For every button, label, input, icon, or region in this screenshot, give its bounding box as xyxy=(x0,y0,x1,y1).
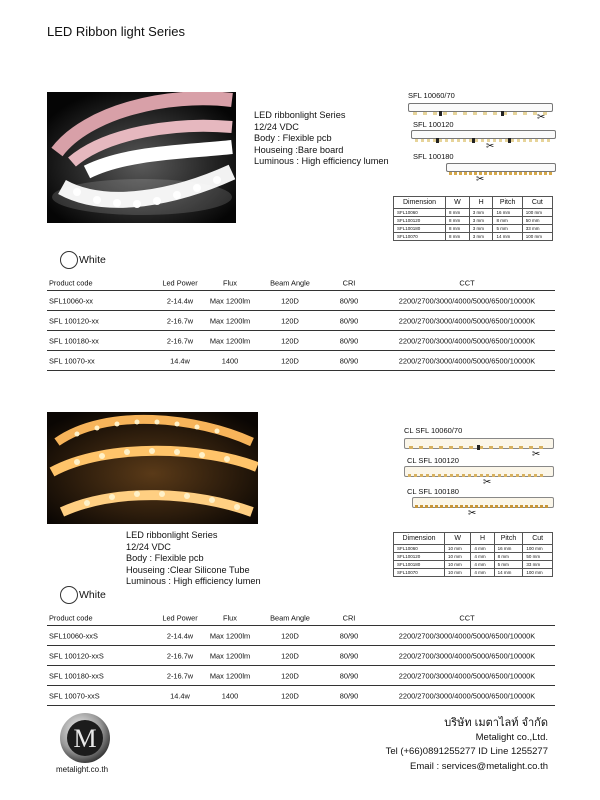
table-header: Beam Angle xyxy=(270,613,310,622)
spec-table xyxy=(47,610,555,706)
table-cell: 14.4w xyxy=(170,356,190,365)
table-cell: 2-16.7w xyxy=(166,671,194,680)
table-cell: 100 mm xyxy=(522,233,552,241)
table-header: CRI xyxy=(342,278,356,287)
table-cell: 50 mm xyxy=(523,553,553,561)
description-line: Luminous : High efficiency lumen xyxy=(126,576,261,586)
product-photo-bare-strip xyxy=(47,92,236,223)
table-row xyxy=(394,545,553,553)
table-cell: 80/90 xyxy=(339,336,359,345)
table-cell: 4 mm xyxy=(471,553,494,561)
table-cell: 10 mm xyxy=(445,569,471,577)
table-row xyxy=(394,569,553,577)
table-cell: 2-16.7w xyxy=(166,316,194,325)
led-strip-diagram xyxy=(412,497,554,508)
strip-label: CL SFL 100120 xyxy=(407,456,459,465)
scissors-icon: ✂ xyxy=(537,112,546,123)
scissors-icon: ✂ xyxy=(468,508,477,519)
table-cell: 16 mm xyxy=(494,545,523,553)
table-cell: SFL10060-xxS xyxy=(49,631,98,640)
table-cell: 8 mm xyxy=(493,217,522,225)
table-header: CRI xyxy=(342,613,356,622)
table-cell: 3 mm xyxy=(469,209,493,217)
white-option-radio[interactable] xyxy=(60,586,78,604)
table-cell: 2200/2700/3000/4000/5000/6500/10000K xyxy=(398,316,536,325)
table-row xyxy=(47,351,555,371)
table-header: H xyxy=(471,533,494,545)
table-cell: 2-14.4w xyxy=(166,296,194,305)
table-cell: SFL10070 xyxy=(394,569,445,577)
table-cell: 4 mm xyxy=(471,561,494,569)
scissors-icon: ✂ xyxy=(476,174,485,185)
table-cell: SFL10060 xyxy=(394,209,446,217)
table-header-row xyxy=(394,533,553,545)
description-line: Luminous : High efficiency lumen xyxy=(254,156,389,166)
dimension-table xyxy=(393,196,553,241)
table-cell: 80/90 xyxy=(339,651,359,660)
table-header: Led Power xyxy=(162,278,198,287)
table-cell: 120D xyxy=(281,336,299,345)
table-row xyxy=(394,209,553,217)
company-name: Metalight co.,Ltd. xyxy=(475,731,548,743)
table-header: Product code xyxy=(49,613,93,622)
table-cell: SFL10060-xx xyxy=(49,296,93,305)
scissors-icon: ✂ xyxy=(532,449,541,460)
strip-label: SFL 100180 xyxy=(413,152,454,161)
table-cell: 1400 xyxy=(221,691,239,700)
table-cell: Max 1200lm xyxy=(209,631,251,640)
table-cell: 120D xyxy=(281,296,299,305)
table-header: Led Power xyxy=(162,613,198,622)
table-cell: 4 mm xyxy=(471,569,494,577)
table-cell: Max 1200lm xyxy=(209,336,251,345)
strip-label: SFL 10060/70 xyxy=(408,91,455,100)
logo-letter: M xyxy=(73,724,97,753)
contact-block xyxy=(386,716,548,774)
scissors-icon: ✂ xyxy=(486,141,495,152)
table-row xyxy=(47,626,555,646)
table-cell: 14 mm xyxy=(494,569,523,577)
table-cell: 2-14.4w xyxy=(166,631,194,640)
table-cell: 120D xyxy=(281,631,299,640)
table-row xyxy=(394,561,553,569)
led-strip-diagram xyxy=(446,163,556,172)
table-header: Cut xyxy=(523,533,553,545)
table-header-row xyxy=(394,197,553,209)
table-header-row xyxy=(47,610,555,626)
phone-line: Tel (+66)0891255277 ID Line 1255277 xyxy=(385,746,548,757)
product-description xyxy=(126,530,261,588)
table-cell: 80/90 xyxy=(339,296,359,305)
strip-label: CL SFL 10060/70 xyxy=(404,426,463,435)
table-header: Dimension xyxy=(394,533,445,545)
description-line: 12/24 VDC xyxy=(254,121,299,132)
table-header: H xyxy=(469,197,493,209)
table-cell: 3 mm xyxy=(469,217,493,225)
table-cell: SFL 100180-xxS xyxy=(49,671,104,680)
table-row xyxy=(47,686,555,706)
table-cell: 2200/2700/3000/4000/5000/6500/10000K xyxy=(398,336,536,345)
table-row xyxy=(47,666,555,686)
table-cell: 5 mm xyxy=(493,225,522,233)
table-cell: SFL 10070-xxS xyxy=(49,691,100,700)
dimension-table xyxy=(393,532,553,577)
table-cell: 50 mm xyxy=(522,217,552,225)
description-line: Houseing :Clear Silicone Tube xyxy=(126,564,250,575)
table-cell: 100 mm xyxy=(522,209,552,217)
table-header: Flux xyxy=(223,278,237,287)
table-header: Flux xyxy=(223,613,237,622)
table-cell: SFL100180 xyxy=(394,225,446,233)
table-cell: 100 mm xyxy=(523,545,553,553)
table-row xyxy=(394,233,553,241)
table-cell: 2200/2700/3000/4000/5000/6500/10000K xyxy=(398,356,536,365)
table-cell: SFL 10070-xx xyxy=(49,356,95,365)
table-cell: 16 mm xyxy=(493,209,522,217)
table-cell: 80/90 xyxy=(339,631,359,640)
page-title: LED Ribbon light Series xyxy=(47,24,186,39)
table-cell: 120D xyxy=(281,356,299,365)
table-cell: 120D xyxy=(281,691,299,700)
table-cell: 8 mm xyxy=(446,217,470,225)
table-header: CCT xyxy=(459,613,475,622)
table-row xyxy=(47,311,555,331)
table-cell: 10 mm xyxy=(445,553,471,561)
table-header: W xyxy=(446,197,470,209)
white-option-radio[interactable] xyxy=(60,251,78,269)
table-cell: SFL10070 xyxy=(394,233,446,241)
table-cell: 10 mm xyxy=(445,545,471,553)
description-line: Body : Flexible pcb xyxy=(126,553,204,563)
scissors-icon: ✂ xyxy=(483,477,492,488)
table-cell: SFL100120 xyxy=(394,217,446,225)
strip-label: SFL 100120 xyxy=(413,120,454,129)
table-cell: 2200/2700/3000/4000/5000/6500/10000K xyxy=(398,671,536,680)
table-cell: 2200/2700/3000/4000/5000/6500/10000K xyxy=(398,691,536,700)
description-line: Body : Flexible pcb xyxy=(254,133,332,143)
table-cell: 8 mm xyxy=(446,233,470,241)
table-cell: 3 mm xyxy=(469,225,493,233)
table-cell: 33 mm xyxy=(523,561,553,569)
table-cell: 14 mm xyxy=(493,233,522,241)
product-photo-silicone-strip xyxy=(47,412,258,524)
table-cell: SFL10060 xyxy=(394,545,445,553)
strip-label: CL SFL 100180 xyxy=(407,487,459,496)
table-row xyxy=(394,553,553,561)
table-cell: 8 mm xyxy=(446,225,470,233)
table-cell: 10 mm xyxy=(445,561,471,569)
table-cell: 2-16.7w xyxy=(166,651,194,660)
table-header-row xyxy=(47,275,555,291)
description-line: 12/24 VDC xyxy=(126,541,171,552)
description-line: LED ribbonlight Series xyxy=(126,530,218,540)
description-line: LED ribbonlight Series xyxy=(254,110,346,120)
table-cell: SFL 100120-xx xyxy=(49,316,99,325)
table-cell: Max 1200lm xyxy=(209,671,251,680)
description-line: Houseing :Bare board xyxy=(254,144,344,155)
table-cell: SFL 100180-xx xyxy=(49,336,99,345)
table-cell: 33 mm xyxy=(522,225,552,233)
table-cell: 1400 xyxy=(221,356,239,365)
white-option-label: White xyxy=(79,589,106,601)
spec-table xyxy=(47,275,555,371)
table-header: Pitch xyxy=(494,533,523,545)
table-row xyxy=(47,291,555,311)
table-cell: 2200/2700/3000/4000/5000/6500/10000K xyxy=(398,651,536,660)
product-description xyxy=(254,110,389,168)
table-cell: 2200/2700/3000/4000/5000/6500/10000K xyxy=(398,296,536,305)
table-cell: Max 1200lm xyxy=(209,316,251,325)
table-cell: 3 mm xyxy=(469,233,493,241)
white-option-label: White xyxy=(79,254,106,266)
table-header: CCT xyxy=(459,278,475,287)
led-strip-diagram xyxy=(404,438,554,449)
website-label: metalight.co.th xyxy=(56,765,109,774)
table-cell: 14.4w xyxy=(170,691,190,700)
led-strip-diagram xyxy=(408,103,553,112)
table-cell: Max 1200lm xyxy=(209,651,251,660)
table-cell: 80/90 xyxy=(339,316,359,325)
table-row xyxy=(47,331,555,351)
table-cell: Max 1200lm xyxy=(209,296,251,305)
table-cell: 100 mm xyxy=(523,569,553,577)
table-cell: 80/90 xyxy=(339,671,359,680)
table-cell: SFL100180 xyxy=(394,561,445,569)
table-header: W xyxy=(445,533,471,545)
table-cell: SFL 100120-xxS xyxy=(49,651,104,660)
table-header: Pitch xyxy=(493,197,522,209)
company-name-thai: บริษัท เมตาไลท์ จำกัด xyxy=(444,717,548,729)
table-cell: SFL100120 xyxy=(394,553,445,561)
table-header: Beam Angle xyxy=(270,278,310,287)
table-cell: 2200/2700/3000/4000/5000/6500/10000K xyxy=(398,631,536,640)
table-cell: 120D xyxy=(281,671,299,680)
table-header: Product code xyxy=(49,278,93,287)
led-strip-diagram xyxy=(411,130,556,139)
table-cell: 2-16.7w xyxy=(166,336,194,345)
table-row xyxy=(47,646,555,666)
table-cell: 80/90 xyxy=(339,356,359,365)
table-cell: 4 mm xyxy=(471,545,494,553)
table-cell: 8 mm xyxy=(494,553,523,561)
table-row xyxy=(394,225,553,233)
table-cell: 5 mm xyxy=(494,561,523,569)
table-header: Dimension xyxy=(394,197,446,209)
company-logo xyxy=(59,712,111,764)
table-cell: 120D xyxy=(281,651,299,660)
table-cell: 8 mm xyxy=(446,209,470,217)
table-cell: 120D xyxy=(281,316,299,325)
email-line: Email : services@metalight.co.th xyxy=(410,760,548,772)
led-strip-diagram xyxy=(404,466,554,477)
table-cell: 80/90 xyxy=(339,691,359,700)
table-row xyxy=(394,217,553,225)
table-header: Cut xyxy=(522,197,552,209)
